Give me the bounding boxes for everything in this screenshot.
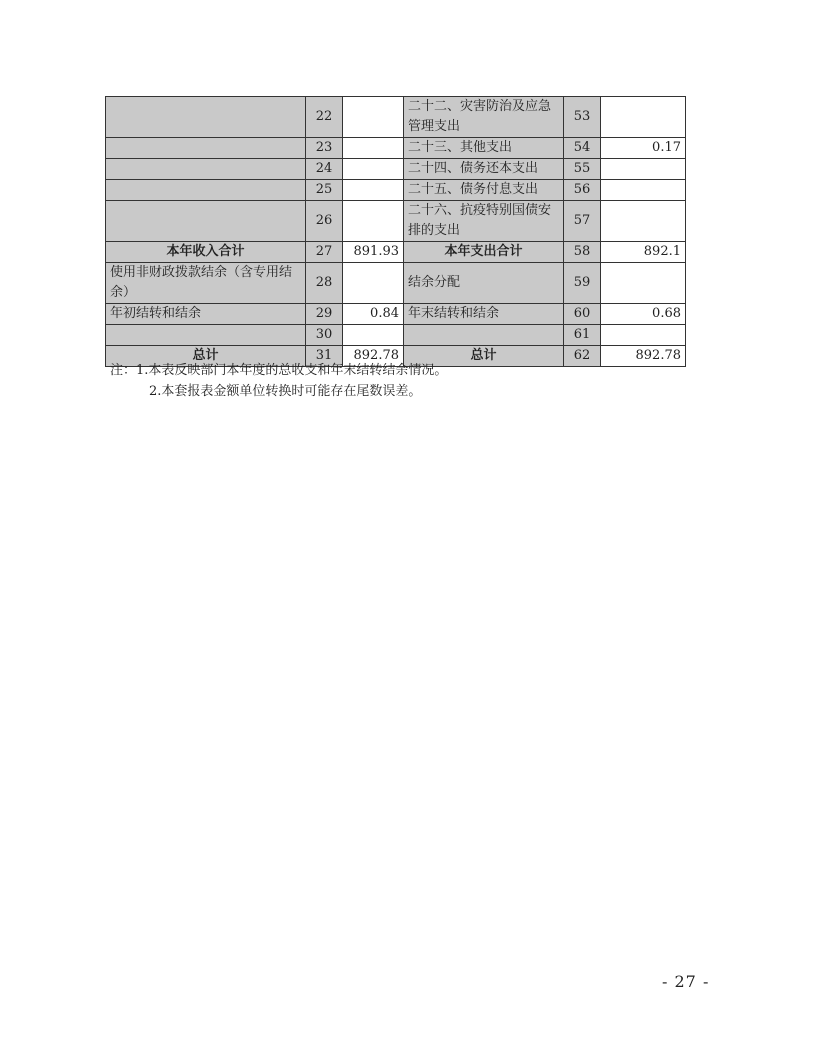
expense-line-no: 60: [564, 304, 601, 325]
income-amount: [343, 325, 404, 346]
income-line-no: 31: [306, 346, 343, 367]
expense-line-no: 57: [564, 201, 601, 242]
note-line-1: 注：1.本表反映部门本年度的总收支和年末结转结余情况。: [110, 363, 448, 378]
income-line-no: 26: [306, 201, 343, 242]
income-amount: 891.93: [343, 242, 404, 263]
expense-item-cell: 二十三、其他支出: [404, 138, 564, 159]
income-total-label: 本年收入合计: [106, 242, 306, 263]
income-amount: 0.84: [343, 304, 404, 325]
income-item-cell: [106, 180, 306, 201]
expense-line-no: 59: [564, 263, 601, 304]
expense-item-cell: 二十二、灾害防治及应急管理支出: [404, 97, 564, 138]
expense-amount: [601, 325, 686, 346]
income-line-no: 24: [306, 159, 343, 180]
income-item-cell: 使用非财政拨款结余（含专用结余）: [106, 263, 306, 304]
income-amount: [343, 201, 404, 242]
income-amount: [343, 97, 404, 138]
expense-item-cell: 二十五、债务付息支出: [404, 180, 564, 201]
table-row: [106, 242, 686, 263]
page-number: - 27 -: [662, 972, 710, 991]
table-row: [106, 325, 686, 346]
income-amount: [343, 159, 404, 180]
expense-line-no: 61: [564, 325, 601, 346]
expense-amount: [601, 263, 686, 304]
grand-total-label: 总计: [106, 346, 306, 367]
table-row: [106, 138, 686, 159]
income-item-cell: [106, 138, 306, 159]
expense-line-no: 55: [564, 159, 601, 180]
expense-item-cell: [404, 325, 564, 346]
expense-amount: [601, 159, 686, 180]
expense-line-no: 56: [564, 180, 601, 201]
income-line-no: 27: [306, 242, 343, 263]
expense-line-no: 53: [564, 97, 601, 138]
grand-total-label: 总计: [404, 346, 564, 367]
income-item-cell: [106, 325, 306, 346]
expense-grand-total: 892.78: [601, 346, 686, 367]
income-amount: [343, 180, 404, 201]
income-line-no: 25: [306, 180, 343, 201]
income-line-no: 30: [306, 325, 343, 346]
expense-amount: 0.17: [601, 138, 686, 159]
income-line-no: 23: [306, 138, 343, 159]
expense-item-cell: 年末结转和结余: [404, 304, 564, 325]
expense-amount: [601, 97, 686, 138]
budget-summary-table: [105, 96, 686, 367]
table-row: [106, 201, 686, 242]
table-row: [106, 97, 686, 138]
income-amount: [343, 138, 404, 159]
income-item-cell: [106, 201, 306, 242]
income-item-cell: [106, 97, 306, 138]
note-line-2: 2.本套报表金额单位转换时可能存在尾数误差。: [149, 384, 422, 399]
expense-line-no: 58: [564, 242, 601, 263]
expense-item-cell: 结余分配: [404, 263, 564, 304]
table-row: [106, 159, 686, 180]
income-item-cell: [106, 159, 306, 180]
expense-line-no: 62: [564, 346, 601, 367]
table-row: [106, 263, 686, 304]
table-notes: [110, 360, 447, 402]
income-line-no: 28: [306, 263, 343, 304]
expense-amount: 0.68: [601, 304, 686, 325]
income-line-no: 22: [306, 97, 343, 138]
expense-amount: [601, 180, 686, 201]
table-row: [106, 180, 686, 201]
income-grand-total: 892.78: [343, 346, 404, 367]
income-line-no: 29: [306, 304, 343, 325]
income-amount: [343, 263, 404, 304]
expense-amount: [601, 201, 686, 242]
table-row: [106, 304, 686, 325]
expense-amount: 892.1: [601, 242, 686, 263]
expense-line-no: 54: [564, 138, 601, 159]
income-item-cell: 年初结转和结余: [106, 304, 306, 325]
expense-item-cell: 二十六、抗疫特别国债安排的支出: [404, 201, 564, 242]
expense-total-label: 本年支出合计: [404, 242, 564, 263]
expense-item-cell: 二十四、债务还本支出: [404, 159, 564, 180]
